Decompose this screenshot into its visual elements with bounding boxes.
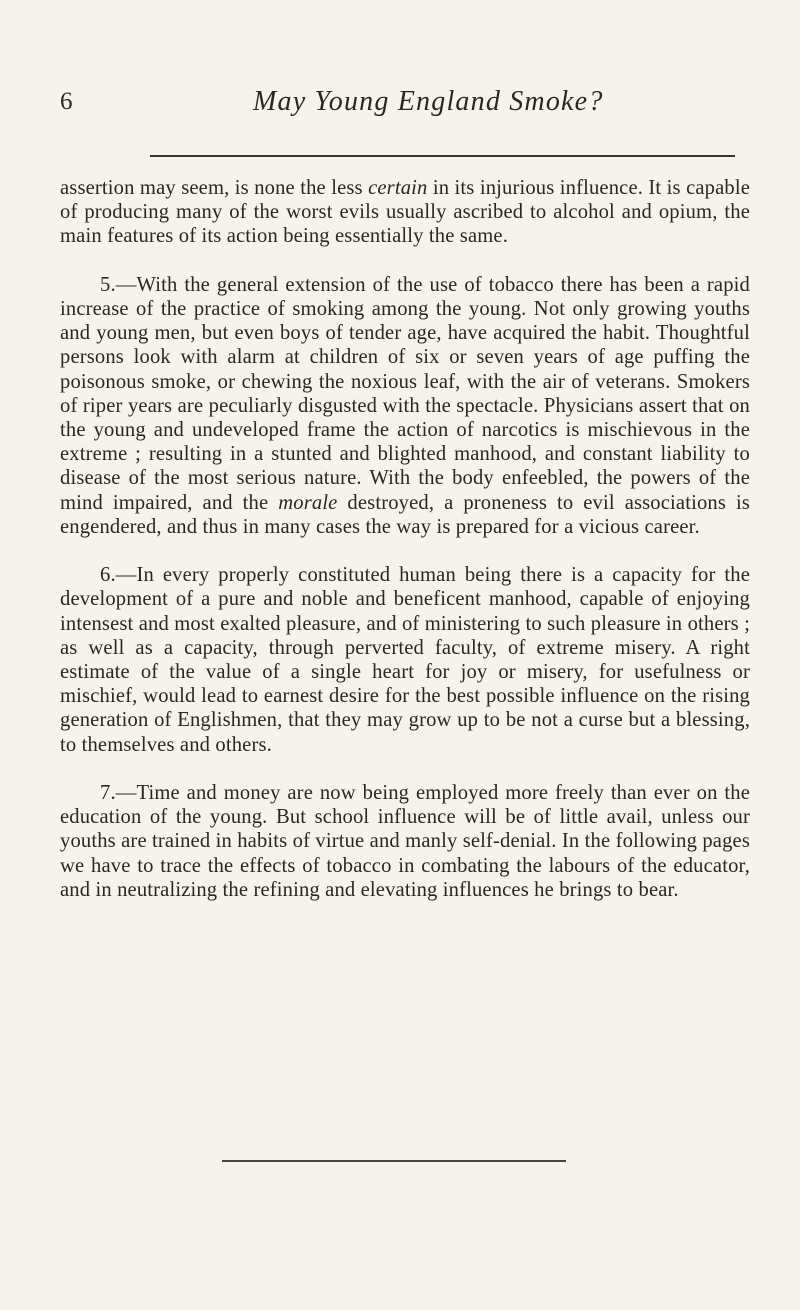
paragraph-text: 5.—With the general extension of the use of tobacco there has been a rapid increase of the practice of smoking among the young. Not only growing youths and young men, but even boys of tender age, have acquired the habit. Thoughtful persons look with alarm at children of six or seven years of age puffing the poisonous smoke, or chewing the noxious leaf, with the air of veterans. Smokers of riper years are peculiarly disgusted with the spectacle. Physicians assert that on the young and undeveloped frame the action of narcotics is mischievous in the extreme ; resulting in a stunted and blighted manhood, and constant liability to disease of the most serious nature. With the body enfeebled, the powers of the mind impaired, and the bbox=[60, 273, 750, 514]
paragraph-text: 7.—Time and money are now being employed more freely than ever on the education of the young. But school influence will be of little avail, unless our youths are trained in habits of virtue and manly self-denial. In the following pages we have to trace the effects of tobacco in combating the labours of the educator, and in neutralizing the refining and elevating influences he brings to bear. bbox=[60, 782, 750, 901]
paragraph-text: 6.—In every properly constituted human being there is a capacity for the development of a pure and noble and beneficent manhood, capable of enjoying intensest and most exalted pleasure, and of ministering to such pleasure in others ; as well as a capacity, through perverted faculty, of extreme misery. A right estimate of the value of a single heart for joy or misery, for usefulness or mischief, would lead to earnest desire for the best possible influence on the rising generation of Englishmen, that they may grow up to be not a curse but a blessing, to themselves and others. bbox=[60, 564, 750, 756]
emphasis-certain: certain bbox=[368, 177, 428, 199]
header-rule bbox=[150, 155, 735, 157]
page-number: 6 bbox=[60, 88, 73, 115]
running-title: May Young England Smoke? bbox=[253, 86, 604, 117]
paragraph-continuation bbox=[60, 176, 750, 249]
emphasis-morale: morale bbox=[278, 491, 338, 514]
paragraph-text: assertion may seem, is none the less bbox=[60, 177, 369, 199]
paragraph-7 bbox=[60, 781, 750, 902]
footer-rule bbox=[222, 1160, 566, 1162]
paragraph-text: in its injurious influence. It is capable of producing many of the worst evils usually ascribed to alcohol and opium, the main features of its action being essentially the same. bbox=[60, 177, 751, 248]
paragraph-text: destroyed, a proneness to evil associations is engendered, and thus in many cases the way is prepared for a vicious career. bbox=[60, 491, 750, 538]
running-head bbox=[60, 82, 760, 122]
paragraph-5 bbox=[60, 273, 750, 539]
paragraph-6 bbox=[60, 563, 750, 757]
body-text bbox=[60, 176, 750, 902]
